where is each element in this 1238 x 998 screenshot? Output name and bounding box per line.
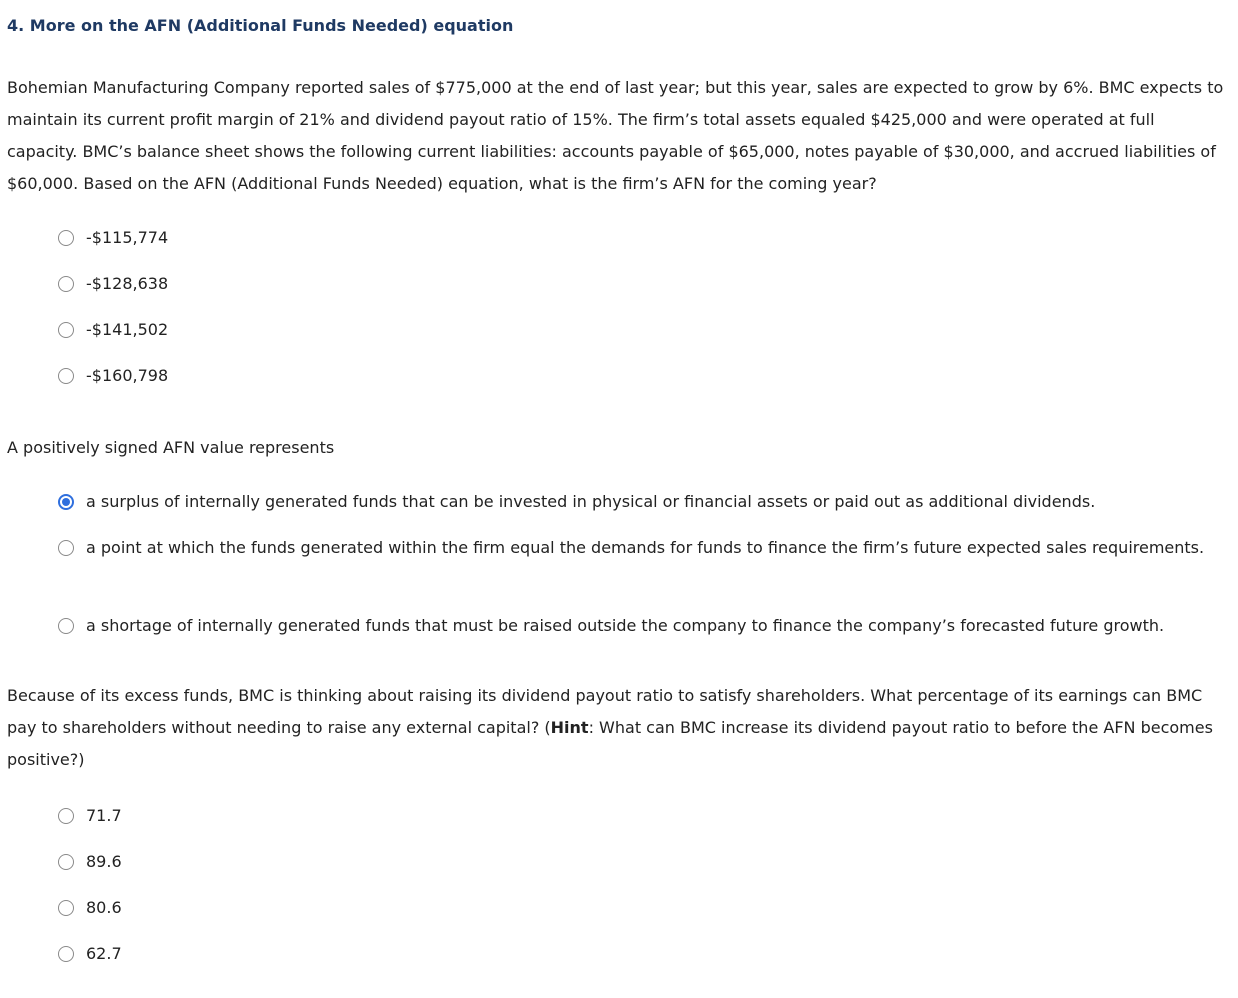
option-label: -$115,774 (86, 228, 169, 247)
radio-button[interactable] (58, 854, 74, 870)
option-label: -$141,502 (86, 320, 169, 339)
radio-button[interactable] (58, 900, 74, 916)
question-3-text-start: Because of its excess funds, BMC is thinking about raising its dividend payout ratio to satisfy shareholders. What percentage of its earnings can BMC pay to shareholders without needing to raise any external capital? ( (7, 686, 1203, 737)
radio-button[interactable] (58, 368, 74, 384)
q1-option-2[interactable] (58, 268, 1208, 300)
question-1-text: Bohemian Manufacturing Company reported sales of $775,000 at the end of last year; but this year, sales are expected to grow by 6%. BMC expects to maintain its current profit margin of 21% and dividend payout ratio of 15%. The firm’s total assets equaled $425,000 and were operated at full capacity. BMC’s balance sheet shows the following current liabilities: accounts payable of $65,000, notes payable of $30,000, and accrued liabilities of $60,000. Based on the AFN (Additional Funds Needed) equation, what is the firm’s AFN for the coming year? (7, 78, 1224, 193)
question-3-text-end: : What can BMC increase its dividend payout ratio to before the AFN becomes positive?) (7, 718, 1213, 769)
option-label: 89.6 (86, 852, 122, 871)
option-label: a surplus of internally generated funds that can be invested in physical or financial assets or paid out as additional dividends. (86, 492, 1096, 511)
q1-option-3[interactable] (58, 314, 1208, 346)
q3-option-2[interactable] (58, 846, 1208, 878)
radio-button[interactable] (58, 540, 74, 556)
radio-button[interactable] (58, 322, 74, 338)
option-label: 71.7 (86, 806, 122, 825)
radio-button[interactable] (58, 946, 74, 962)
q1-option-4[interactable] (58, 360, 1208, 392)
radio-button[interactable] (58, 276, 74, 292)
option-label: a point at which the funds generated within the firm equal the demands for funds to finance the firm’s future expected sales requirements. (86, 538, 1205, 557)
page-title: 4. More on the AFN (Additional Funds Needed) equation (7, 16, 514, 35)
question-3-text (7, 680, 1229, 776)
radio-button[interactable] (58, 618, 74, 634)
q3-option-1[interactable] (58, 800, 1208, 832)
option-label: -$160,798 (86, 366, 169, 385)
hint-label: Hint (550, 718, 589, 737)
q3-option-4[interactable] (58, 938, 1208, 970)
question-2-text: A positively signed AFN value represents (7, 438, 335, 457)
option-label: -$128,638 (86, 274, 169, 293)
radio-button-selected[interactable] (58, 494, 74, 510)
q1-option-1[interactable] (58, 222, 1208, 254)
q2-option-2[interactable] (58, 532, 1208, 564)
q2-option-3[interactable] (58, 610, 1208, 642)
radio-button[interactable] (58, 808, 74, 824)
option-label: a shortage of internally generated funds that must be raised outside the company to finance the company’s forecasted future growth. (86, 616, 1165, 635)
q2-option-1[interactable] (58, 486, 1208, 518)
q3-option-3[interactable] (58, 892, 1208, 924)
option-label: 62.7 (86, 944, 122, 963)
radio-button[interactable] (58, 230, 74, 246)
option-label: 80.6 (86, 898, 122, 917)
